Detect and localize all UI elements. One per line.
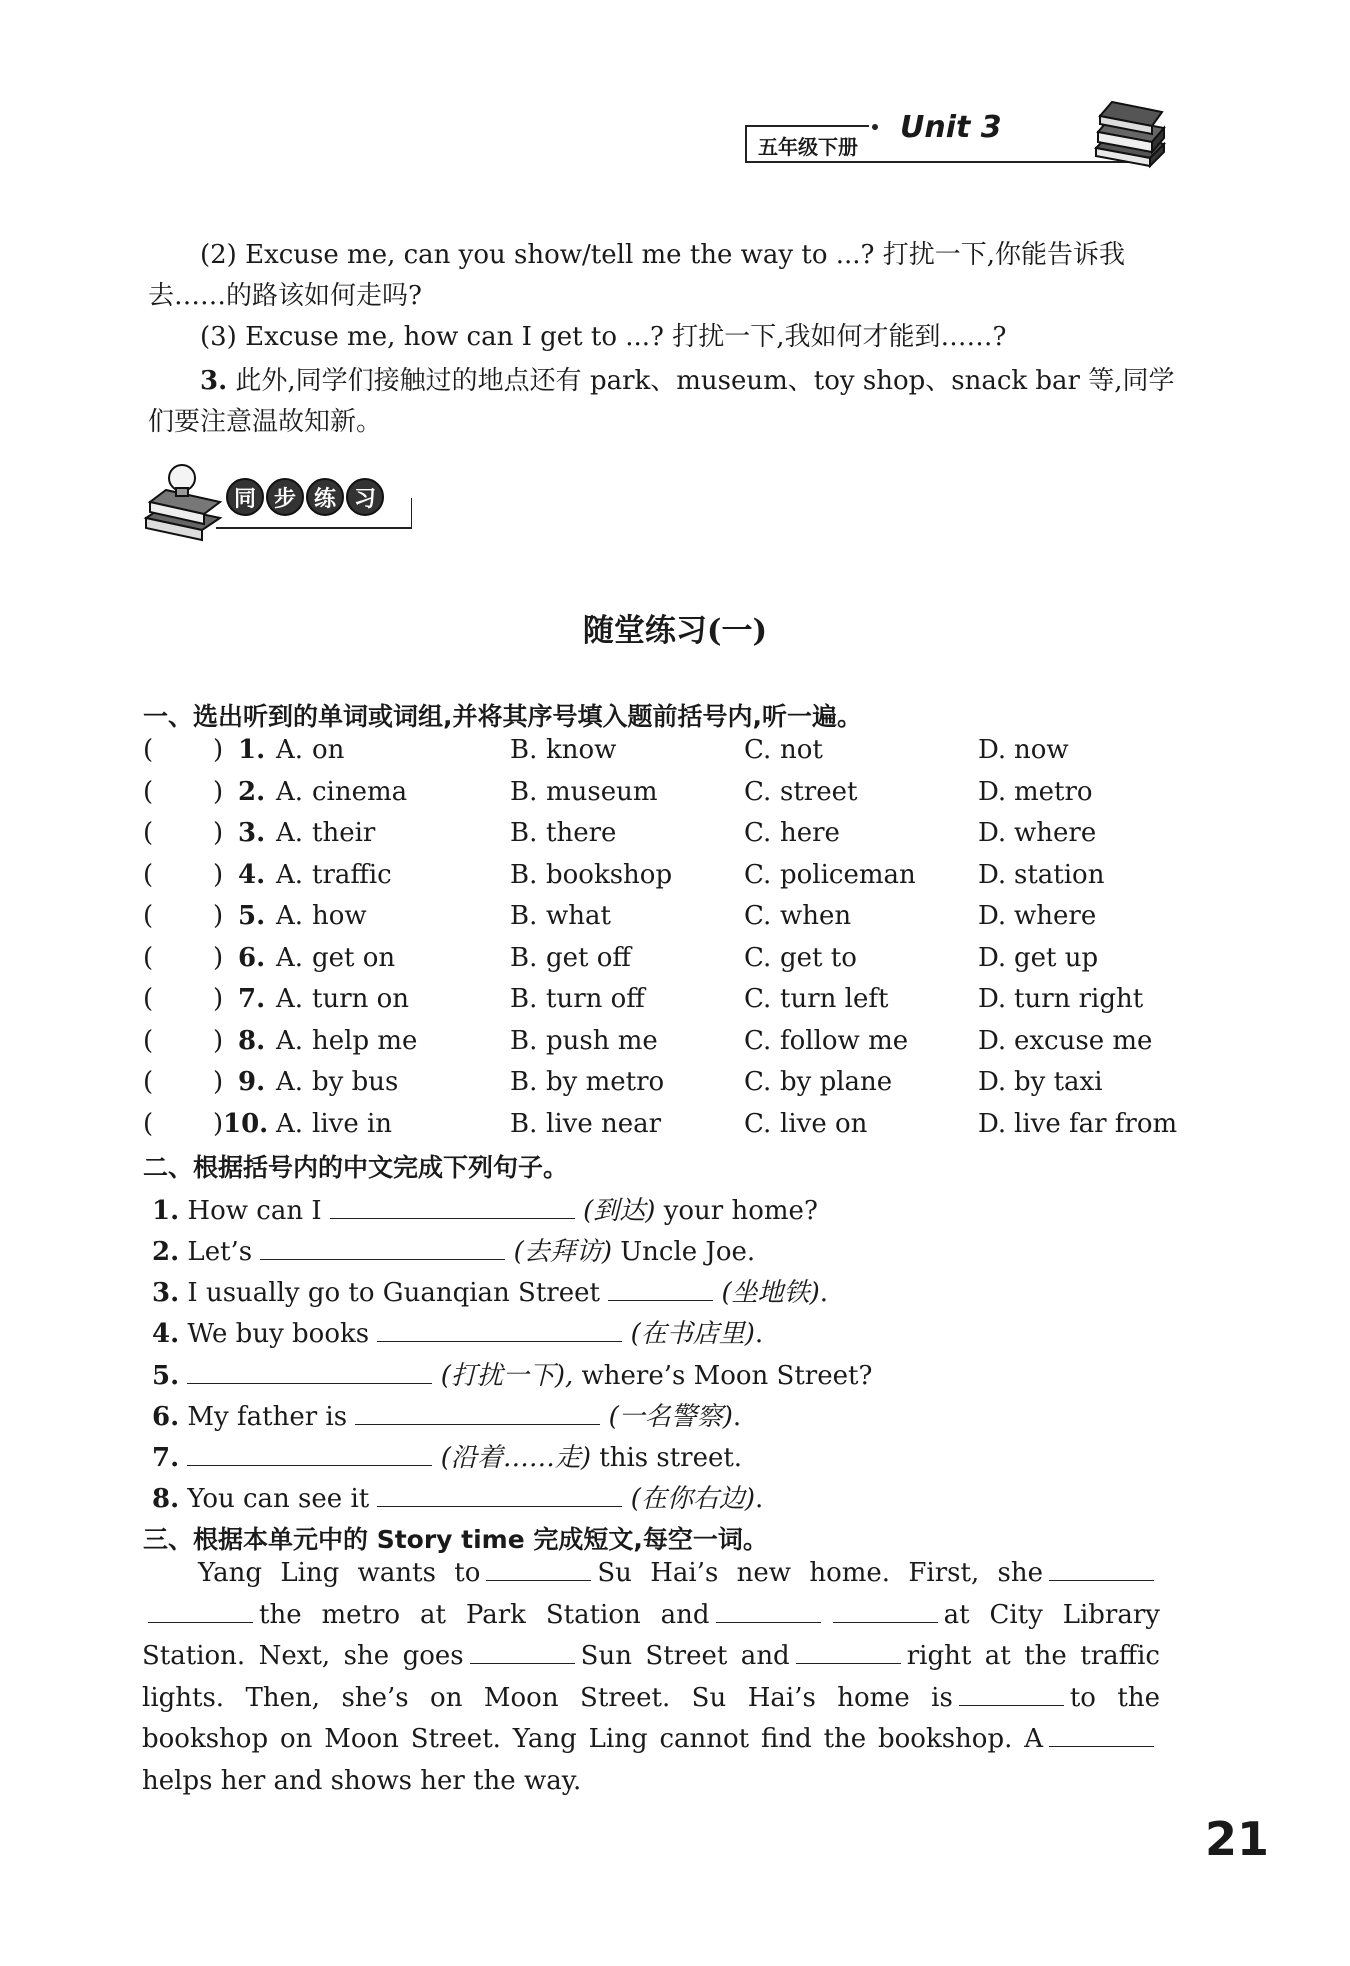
answer-blank[interactable]	[796, 1639, 901, 1664]
option-a: A. turn on	[276, 984, 410, 1014]
option-d: D. excuse me	[978, 1025, 1153, 1056]
exercise-1-heading: 一、选出听到的单词或词组,并将其序号填入题前括号内,听一遍。	[143, 702, 862, 731]
answer-blank[interactable]	[377, 1482, 622, 1507]
answer-blank[interactable]	[716, 1598, 821, 1623]
option-c: C. by plane	[744, 1067, 893, 1097]
note-text: 此外,同学们接触过的地点还有 park、museum、toy shop、snack bar 等,同学	[235, 366, 1175, 396]
grade-label: 五年级下册	[745, 125, 869, 163]
sentence-row	[152, 1231, 755, 1271]
passage-text: the metro at Park Station and	[259, 1599, 710, 1630]
answer-blank[interactable]	[148, 1598, 253, 1623]
option-d: D. now	[978, 735, 1069, 765]
chinese-hint: (在你右边)	[630, 1484, 756, 1514]
sentence-text: You can see it	[187, 1484, 370, 1514]
passage-text: helps her and shows her the way.	[142, 1765, 582, 1796]
option-c: C. not	[744, 735, 823, 765]
option-c: C. live on	[744, 1108, 868, 1139]
answer-paren-open[interactable]: (	[143, 1025, 154, 1056]
note-number: 3.	[200, 366, 228, 396]
question-row	[143, 777, 1173, 817]
sentence-row	[152, 1355, 872, 1395]
chinese-hint: (一名警察)	[608, 1402, 733, 1432]
badge-char: 练	[306, 478, 344, 516]
books-icon	[1090, 98, 1168, 170]
answer-blank[interactable]	[187, 1441, 432, 1466]
option-c: C. here	[744, 818, 840, 848]
answer-paren-open[interactable]: (	[143, 1108, 154, 1139]
sentence-text: where’s Moon Street?	[581, 1361, 873, 1391]
sentence-number: 8.	[152, 1484, 180, 1514]
answer-blank[interactable]	[260, 1235, 505, 1260]
option-d: D. where	[978, 901, 1097, 931]
answer-blank[interactable]	[486, 1556, 591, 1581]
sentence-row	[152, 1478, 763, 1518]
question-number: 1.	[238, 735, 266, 765]
answer-paren-open[interactable]: (	[143, 859, 154, 890]
passage-text: Sun Street and	[580, 1641, 790, 1672]
answer-blank[interactable]	[959, 1681, 1064, 1706]
question-row	[143, 1026, 1173, 1066]
option-a: A. on	[276, 735, 345, 765]
answer-paren-close: )	[213, 859, 224, 890]
option-b: B. what	[510, 901, 611, 931]
sentence-row	[152, 1437, 742, 1477]
question-row	[143, 1067, 1173, 1107]
note-line: 去……的路该如何走吗?	[148, 281, 422, 311]
question-number: 8.	[238, 1025, 266, 1056]
chinese-hint: (打扰一下),	[440, 1361, 574, 1391]
chinese-hint: (沿着……走)	[440, 1443, 591, 1473]
answer-blank[interactable]	[470, 1639, 575, 1664]
sentence-number: 7.	[152, 1443, 180, 1473]
sentence-row	[152, 1272, 828, 1312]
option-a: A. get on	[276, 942, 396, 973]
chinese-hint: (去拜访)	[513, 1237, 612, 1267]
sentence-number: 2.	[152, 1237, 180, 1267]
passage-text: Su Hai’s new home. First, she	[597, 1558, 1043, 1588]
passage-text: to the bookshop on Moon Street. Yang Ling cannot find the bookshop. A	[142, 1682, 1160, 1755]
answer-blank[interactable]	[187, 1359, 432, 1384]
passage-text: at City Library Station. Next, she goes	[142, 1599, 1160, 1672]
answer-blank[interactable]	[833, 1598, 938, 1623]
question-number: 9.	[238, 1067, 266, 1097]
option-b: B. live near	[510, 1108, 662, 1139]
page-number: 21	[1205, 1812, 1270, 1866]
badge-char: 同	[226, 478, 264, 516]
sentence-number: 3.	[152, 1278, 180, 1308]
option-b: B. turn off	[510, 984, 645, 1014]
note-line: (2) Excuse me, can you show/tell me the way to ...? 打扰一下,你能告诉我	[200, 240, 1126, 270]
question-number: 6.	[238, 942, 266, 973]
sentence-row	[152, 1396, 741, 1436]
answer-paren-close: )	[213, 942, 224, 973]
sentence-number: 5.	[152, 1361, 180, 1391]
question-row	[143, 901, 1173, 941]
answer-paren-close: )	[213, 1025, 224, 1056]
option-d: D. turn right	[978, 984, 1144, 1014]
option-d: D. station	[978, 859, 1105, 890]
question-number: 10.	[223, 1108, 269, 1139]
sentence-text: .	[732, 1402, 742, 1432]
chinese-hint: (到达)	[583, 1196, 656, 1226]
header-dot	[872, 124, 878, 130]
note-line: (3) Excuse me, how can I get to ...? 打扰一下,我如何才能到……?	[200, 322, 1007, 352]
passage-text: right at the traffic lights. Then, she’s on Moon Street. Su Hai’s home is	[142, 1641, 1160, 1713]
answer-paren-open[interactable]: (	[143, 942, 154, 973]
option-b: B. push me	[510, 1025, 658, 1056]
badge-char: 步	[266, 478, 304, 516]
answer-paren-close: )	[213, 818, 224, 848]
question-number: 5.	[238, 901, 266, 931]
answer-blank[interactable]	[1049, 1722, 1154, 1747]
option-c: C. policeman	[744, 859, 916, 890]
sentence-text: your home?	[663, 1196, 818, 1226]
sentence-number: 1.	[152, 1196, 180, 1226]
answer-paren-close: )	[213, 984, 224, 1014]
option-c: C. get to	[744, 942, 857, 973]
passage-text: Yang Ling wants to	[198, 1558, 481, 1588]
option-b: B. know	[510, 735, 617, 765]
answer-paren-close: )	[213, 1108, 224, 1139]
answer-blank[interactable]	[1049, 1556, 1154, 1581]
answer-paren-open[interactable]: (	[143, 776, 154, 807]
unit-label: Unit 3	[900, 110, 1002, 145]
option-d: D. get up	[978, 942, 1099, 973]
answer-paren-close: )	[213, 901, 224, 931]
option-b: B. museum	[510, 776, 658, 807]
note-line: 们要注意温故知新。	[148, 407, 383, 437]
answer-paren-close: )	[213, 1067, 224, 1097]
option-c: C. follow me	[744, 1025, 909, 1056]
question-row	[143, 818, 1173, 858]
option-a: A. help me	[276, 1025, 418, 1056]
option-a: A. their	[276, 818, 376, 848]
sentence-text: .	[754, 1319, 764, 1349]
option-c: C. street	[744, 776, 858, 807]
exercise-2-heading: 二、根据括号内的中文完成下列句子。	[143, 1153, 569, 1182]
question-row	[143, 943, 1173, 983]
option-c: C. when	[744, 901, 852, 931]
answer-blank[interactable]	[355, 1400, 600, 1425]
answer-blank[interactable]	[608, 1276, 713, 1301]
answer-paren-open[interactable]: (	[143, 735, 154, 765]
exercise-3-heading: 三、根据本单元中的 Story time 完成短文,每空一词。	[143, 1525, 768, 1554]
question-number: 7.	[238, 984, 266, 1014]
sentence-row	[152, 1313, 763, 1353]
question-number: 3.	[238, 818, 266, 848]
question-row	[143, 735, 1173, 775]
question-row	[143, 1108, 1178, 1149]
option-d: D. live far from	[978, 1108, 1178, 1139]
answer-blank[interactable]	[330, 1194, 575, 1219]
sentence-text: Uncle Joe.	[620, 1237, 756, 1267]
option-a: A. traffic	[276, 859, 392, 890]
chinese-hint: (坐地铁)	[721, 1278, 820, 1308]
sentence-text: I usually go to Guanqian Street	[187, 1278, 600, 1308]
option-d: D. where	[978, 818, 1097, 848]
sentence-text: My father is	[187, 1402, 348, 1432]
question-number: 4.	[238, 859, 266, 890]
option-c: C. turn left	[744, 984, 889, 1014]
cloze-passage	[142, 1553, 1160, 1803]
sentence-number: 6.	[152, 1402, 180, 1432]
option-b: B. there	[510, 818, 617, 848]
answer-paren-open[interactable]: (	[143, 984, 154, 1014]
sentence-text: How can I	[187, 1196, 322, 1226]
question-row	[143, 860, 1173, 900]
answer-paren-close: )	[213, 735, 224, 765]
badge-char: 习	[346, 478, 384, 516]
option-a: A. live in	[276, 1108, 393, 1139]
option-b: B. get off	[510, 942, 631, 973]
sentence-text: Let’s	[187, 1237, 253, 1267]
chinese-hint: (在书店里)	[630, 1319, 755, 1349]
option-b: B. bookshop	[510, 859, 673, 890]
practice-title: 随堂练习(一)	[582, 613, 768, 649]
answer-blank[interactable]	[377, 1317, 622, 1342]
answer-paren-close: )	[213, 776, 224, 807]
sentence-text: We buy books	[187, 1319, 370, 1349]
sentence-text: this street.	[599, 1443, 743, 1473]
sentence-row	[152, 1190, 818, 1230]
option-a: A. by bus	[276, 1067, 399, 1097]
option-a: A. cinema	[276, 776, 408, 807]
answer-paren-open[interactable]: (	[143, 818, 154, 848]
sentence-text: .	[755, 1484, 764, 1514]
answer-paren-open[interactable]: (	[143, 1067, 154, 1097]
option-b: B. by metro	[510, 1067, 665, 1097]
note-line	[200, 362, 1175, 400]
sentence-number: 4.	[152, 1319, 180, 1349]
option-a: A. how	[276, 901, 367, 931]
question-row	[143, 984, 1173, 1024]
sentence-text: .	[819, 1278, 829, 1308]
option-d: D. by taxi	[978, 1067, 1103, 1097]
answer-paren-open[interactable]: (	[143, 901, 154, 931]
option-d: D. metro	[978, 776, 1093, 807]
question-number: 2.	[238, 776, 266, 807]
